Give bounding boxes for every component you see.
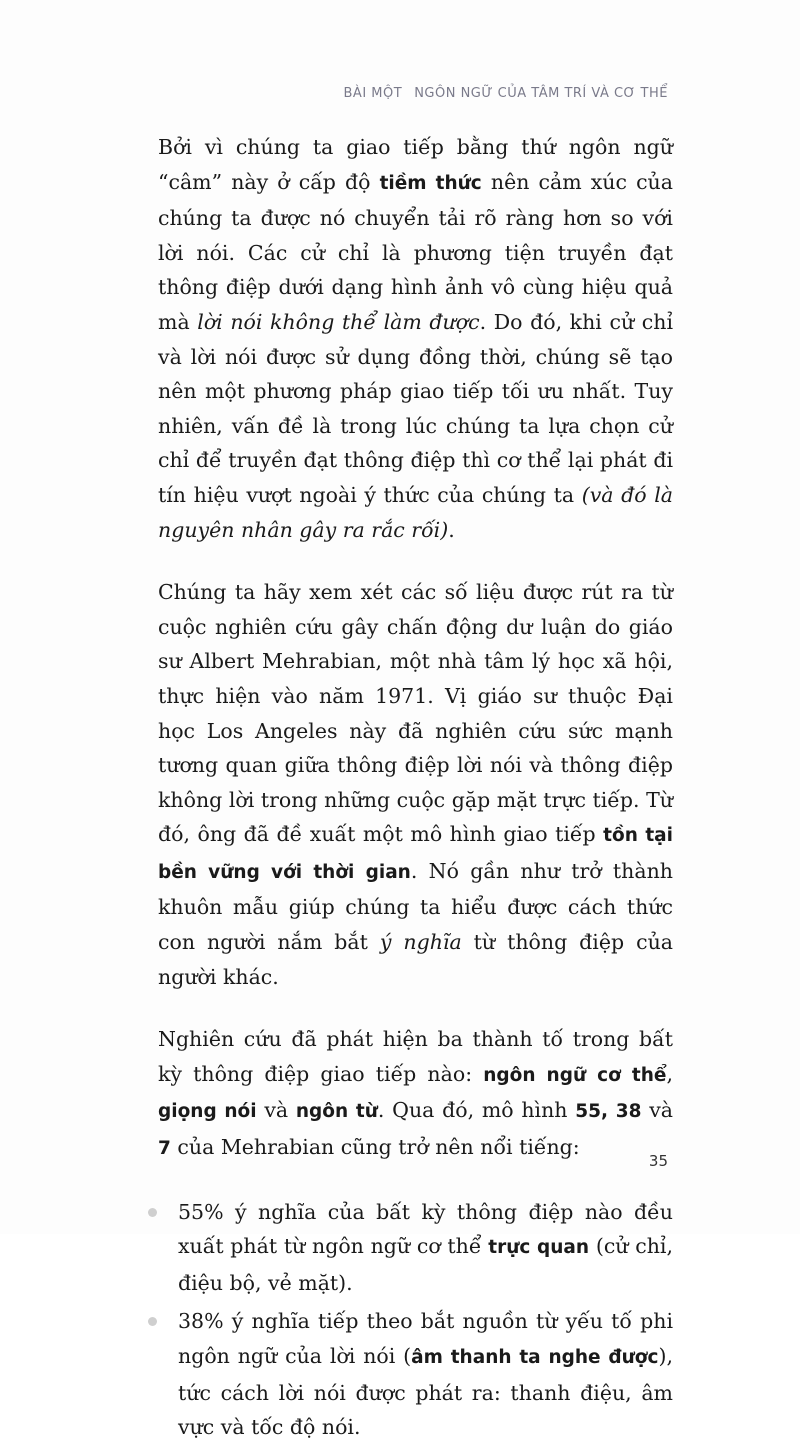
bold-term: ngôn ngữ cơ thể <box>483 1064 667 1086</box>
paragraph-1 <box>158 130 673 547</box>
text-run: 38% ý nghĩa tiếp theo bắt nguồn từ yếu tố phi ngôn ngữ của lời nói ( <box>178 1309 673 1368</box>
bold-term: trực quan <box>488 1237 590 1259</box>
bullet-dot-icon <box>148 1317 157 1326</box>
running-header <box>344 86 668 101</box>
bullet-list <box>158 1195 673 1445</box>
text-run: . Do đó, khi cử chỉ và lời nói được sử dụng đồng thời, chúng sẽ tạo nên một phương pháp giao tiếp tối ưu nhất. Tuy nhiên, vấn đề là trong lúc chúng ta lựa chọn cử chỉ để truyền đạt thông điệp thì cơ thể lại phát đi tín hiệu vượt ngoài ý thức của chúng ta <box>158 309 674 507</box>
text-run: . Qua đó, mô hình <box>377 1098 576 1123</box>
text-run: Bởi vì chúng ta giao tiếp bằng thứ ngôn ngữ “câm” này ở cấp độ <box>158 135 673 194</box>
italic-phrase: lời nói không thể làm được <box>197 309 480 334</box>
list-item <box>158 1304 673 1444</box>
bold-term: tồn tại bền vững với thời gian <box>158 825 673 883</box>
bold-term: âm thanh ta nghe được <box>411 1347 659 1368</box>
text-run: 55% ý nghĩa của bất kỳ thông điệp nào đều xuất phát từ ngôn ngữ cơ thể <box>178 1199 673 1259</box>
list-item <box>158 1195 673 1301</box>
text-run: . <box>448 517 455 542</box>
italic-phrase: ý nghĩa <box>379 930 462 955</box>
text-run: và <box>256 1098 296 1123</box>
text-run: của Mehrabian cũng trở nên nổi tiếng: <box>170 1135 580 1160</box>
bold-term: tiềm thức <box>379 172 482 194</box>
text-run: Chúng ta hãy xem xét các số liệu được rút ra từ cuộc nghiên cứu gây chấn động dư luận do giáo sư Albert Mehrabian, một nhà tâm lý học xã hội, thực hiện vào năm 1971. Vị giáo sư thuộc Đại học Los Angeles này đã nghiên cứu sức mạnh tương quan giữa thông điệp lời nói và thông điệp không lời trong những cuộc gặp mặt trực tiếp. Từ đó, ông đã đề xuất một mô hình giao tiếp <box>158 580 673 847</box>
text-run: . Nó gần như trở thành khuôn mẫu giúp chúng ta hiểu được cách thức con người nắm bắt <box>158 858 673 955</box>
italic-phrase: (và đó là nguyên nhân gây ra rắc rối) <box>158 482 673 542</box>
bullet-dot-icon <box>148 1208 157 1217</box>
text-run: ), tức cách lời nói được phát ra: thanh điệu, âm vực và tốc độ nói. <box>178 1344 673 1440</box>
chapter-label: BÀI MỘT <box>343 86 403 101</box>
page-number: 35 <box>648 1152 668 1170</box>
bold-term: giọng nói <box>158 1101 257 1123</box>
text-run: (cử chỉ, điệu bộ, vẻ mặt). <box>178 1234 673 1295</box>
text-run: và <box>641 1098 673 1123</box>
bold-term: 7 <box>158 1138 171 1160</box>
text-run: nên cảm xúc của chúng ta được nó chuyển tải rõ ràng hơn so với lời nói. Các cử chỉ là phương tiện truyền đạt thông điệp dưới dạng hình ảnh vô cùng hiệu quả mà <box>158 169 673 334</box>
bold-term: ngôn từ <box>295 1101 378 1123</box>
text-run: , <box>666 1061 673 1086</box>
paragraph-2 <box>158 575 673 994</box>
body-text <box>158 130 673 1449</box>
paragraph-3 <box>158 1022 673 1166</box>
text-run: từ thông điệp của người khác. <box>158 930 673 989</box>
bold-term: 55, 38 <box>575 1101 642 1123</box>
chapter-title: NGÔN NGỮ CỦA TÂM TRÍ VÀ CƠ THỂ <box>414 86 668 101</box>
text-run: Nghiên cứu đã phát hiện ba thành tố trong bất kỳ thông điệp giao tiếp nào: <box>158 1027 673 1086</box>
